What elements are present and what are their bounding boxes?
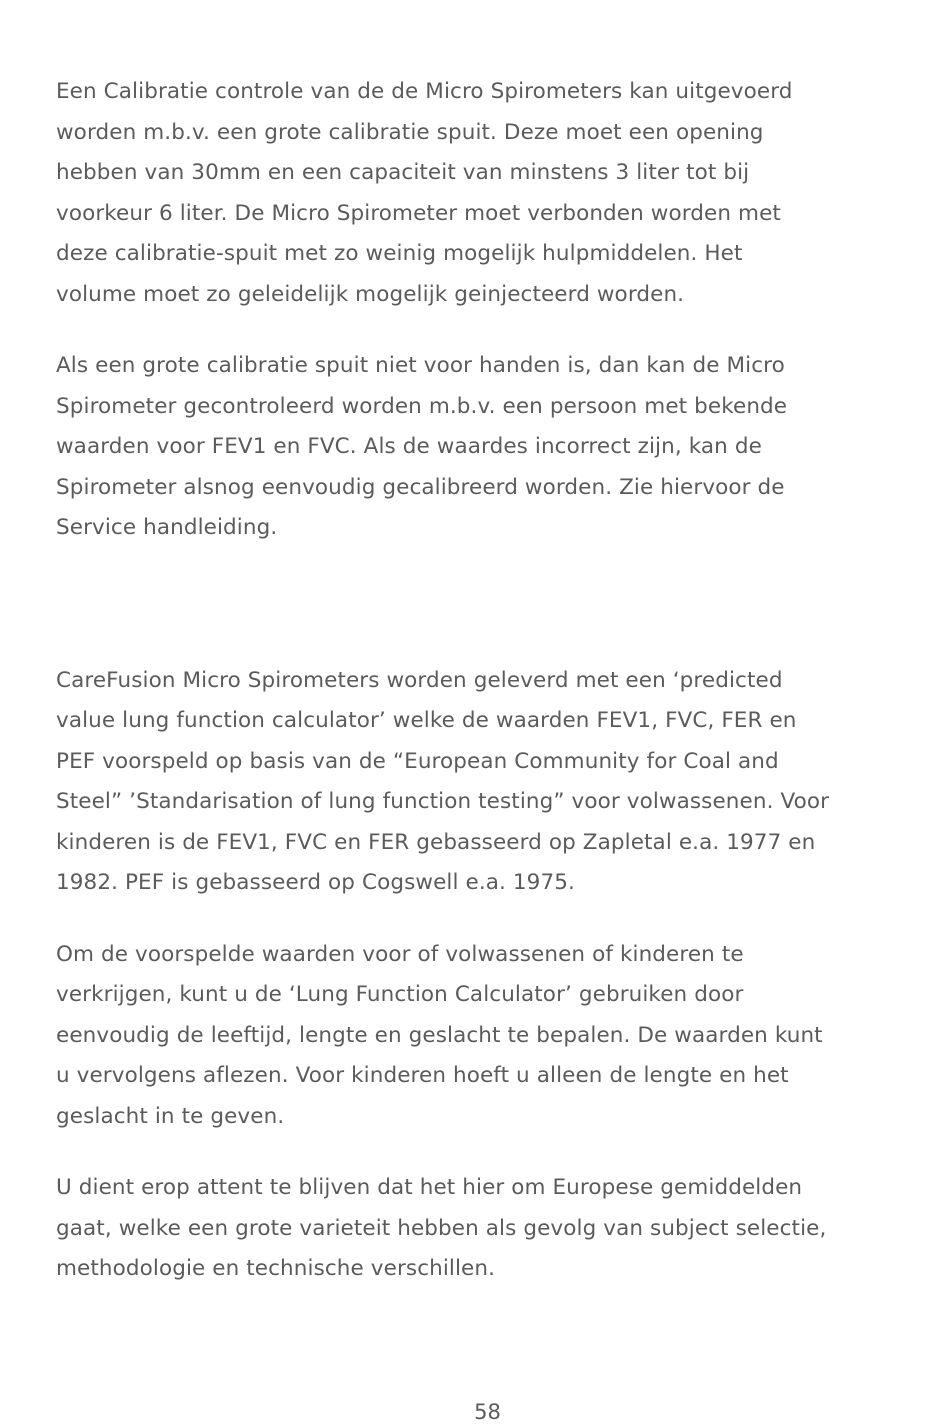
text-line: verkrijgen, kunt u de ‘Lung Function Calculator’ gebruiken door [56,982,744,1007]
text-line: Spirometer gecontroleerd worden m.b.v. een persoon met bekende [56,393,788,419]
page-number: 58 [474,1400,501,1424]
text-line: Service handleiding. [56,515,278,540]
paragraph-predicted-values [56,661,936,904]
text-line: value lung function calculator’ welke de waarden FEV1, FVC, FER en [56,708,797,733]
paragraph-alternative-check [56,346,936,549]
text-line: volume moet zo geleidelijk mogelijk geinjecteerd worden. [56,281,685,307]
paragraph-calibration-check [56,72,936,315]
text-line: methodologie en technische verschillen. [56,1256,496,1281]
text-line: U dient erop attent te blijven dat het hier om Europese gemiddelden [56,1175,803,1200]
text-line: deze calibratie-spuit met zo weinig mogelijk hulpmiddelen. Het [56,241,743,266]
text-line: CareFusion Micro Spirometers worden geleverd met een ‘predicted [56,667,783,693]
text-line: u vervolgens aflezen. Voor kinderen hoeft u alleen de lengte en het [56,1063,789,1088]
text-line: Steel” ’Standarisation of lung function testing” voor volwassenen. Voor [56,789,830,814]
text-line: waarden voor FEV1 en FVC. Als de waardes incorrect zijn, kan de [56,434,762,459]
document-body [56,72,936,1290]
text-line: Een Calibratie controle van de de Micro Spirometers kan uitgevoerd [56,79,793,104]
text-line: kinderen is de FEV1, FVC en FER gebasseerd op Zapletal e.a. 1977 en [56,829,816,855]
text-line: 1982. PEF is gebasseerd op Cogswell e.a. 1975. [56,870,575,895]
text-line: Spirometer alsnog eenvoudig gecalibreerd worden. Zie hiervoor de [56,474,785,500]
text-line: worden m.b.v. een grote calibratie spuit. Deze moet een opening [56,119,764,145]
paragraph-european-averages [56,1168,936,1290]
text-line: Om de voorspelde waarden voor of volwassenen of kinderen te [56,941,744,967]
text-line: eenvoudig de leeftijd, lengte en geslacht te bepalen. De waarden kunt [56,1022,823,1048]
text-line: geslacht in te geven. [56,1103,285,1129]
text-line: Als een grote calibratie spuit niet voor handen is, dan kan de Micro [56,353,785,378]
text-line: hebben van 30mm en een capaciteit van minstens 3 liter tot bij [56,160,750,185]
text-line: PEF voorspeld op basis van de “European Community for Coal and [56,748,779,774]
paragraph-lung-function-calculator [56,935,936,1138]
text-line: gaat, welke een grote varieteit hebben als gevolg van subject selectie, [56,1215,827,1241]
text-line: voorkeur 6 liter. De Micro Spirometer moet verbonden worden met [56,200,781,226]
